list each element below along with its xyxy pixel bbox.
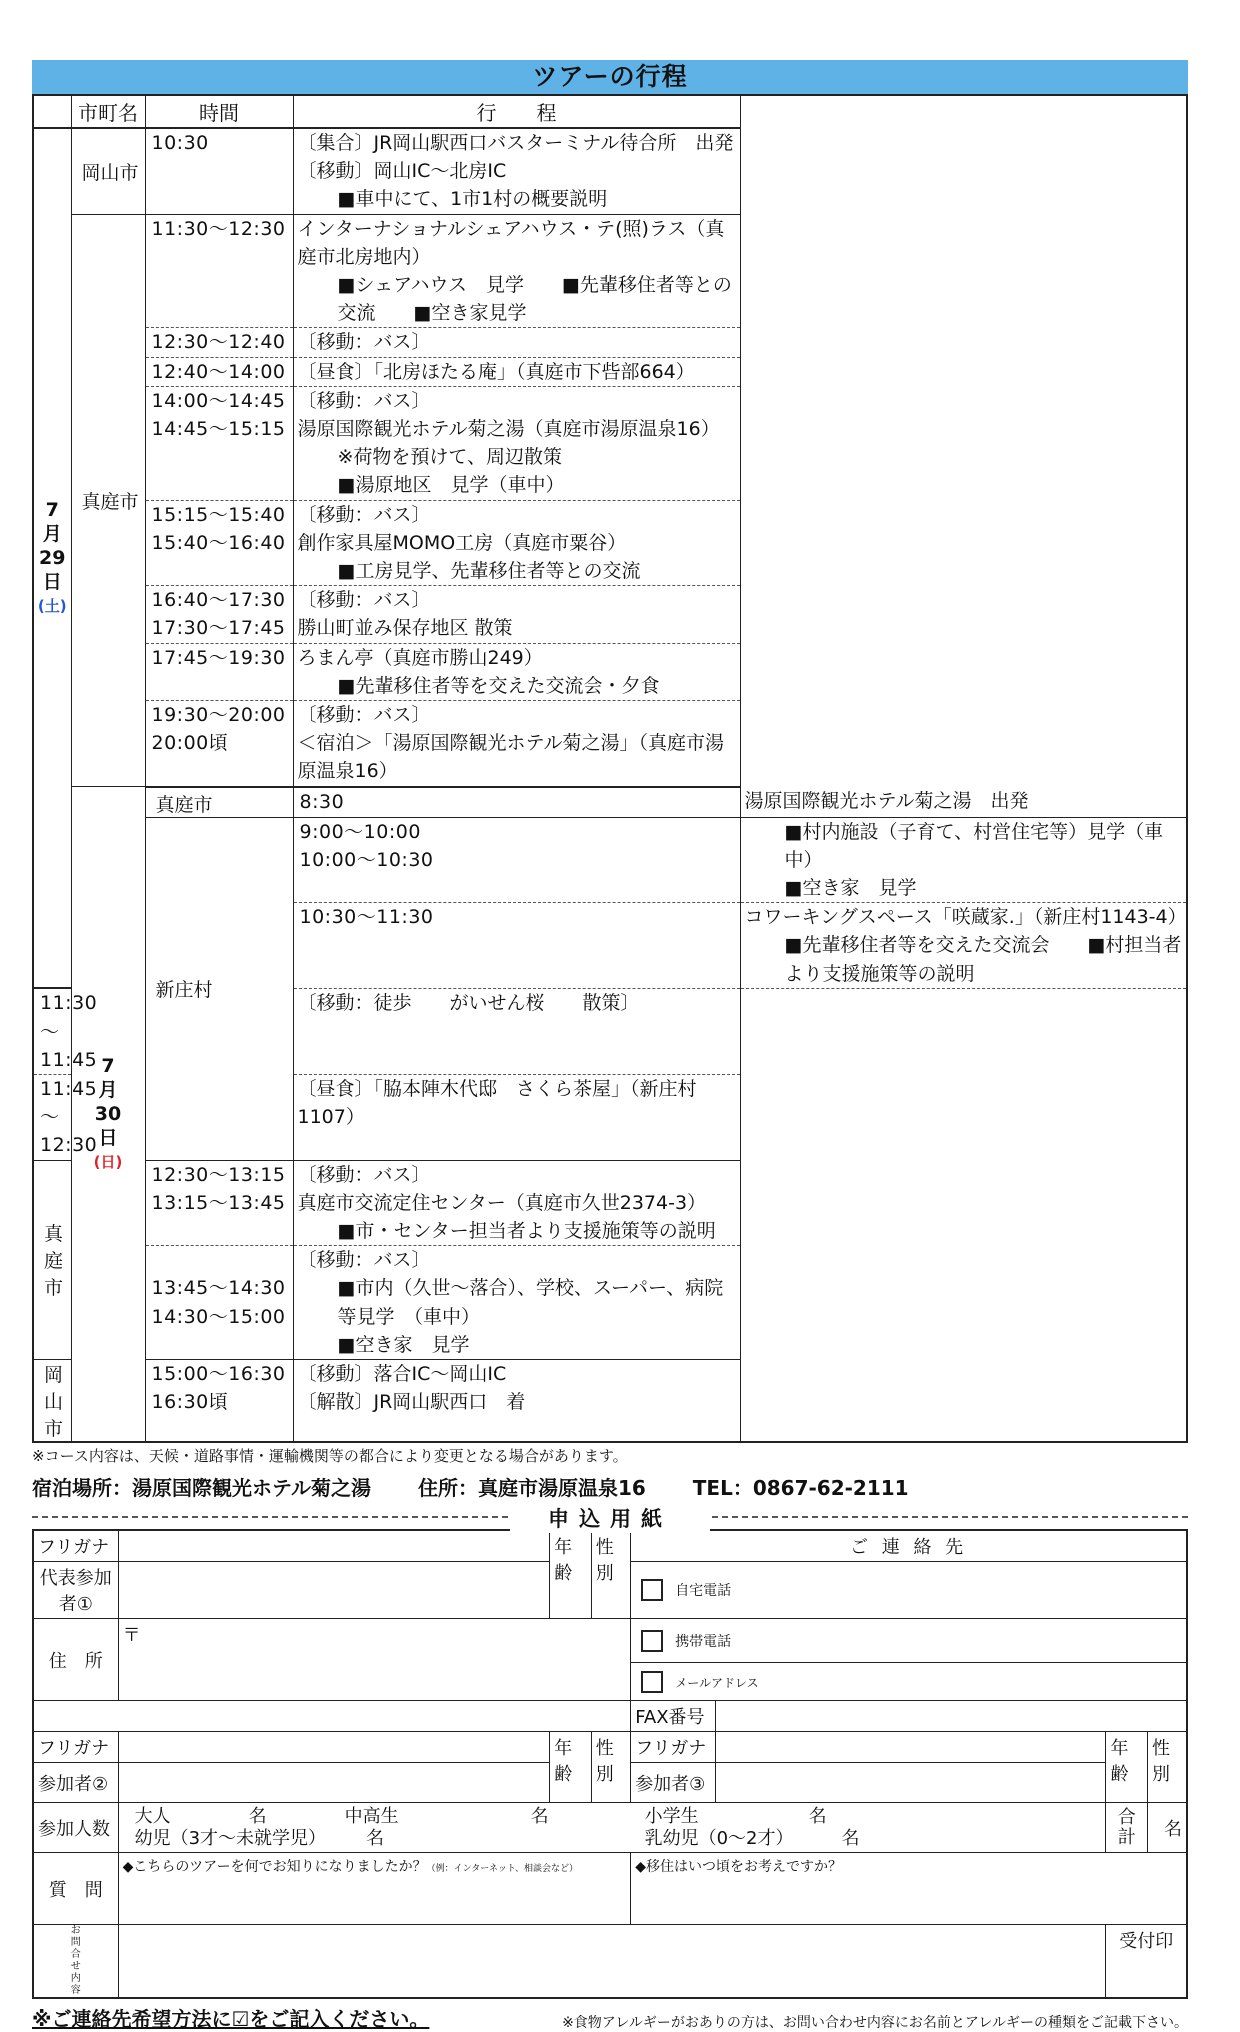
course-note: ※コース内容は、天候・道路事情・運輸機関等の都合により変更となる場合があります。	[32, 1447, 628, 1466]
itinerary-line: 〔移動〕岡山IC～北房IC	[297, 160, 507, 183]
itinerary-row	[33, 787, 1187, 818]
itinerary-cell: ■村内施設（子育て、村営住宅等）見学（車中） ■空き家 見学	[740, 817, 1187, 903]
header-itinerary: 行 程	[293, 95, 740, 128]
itinerary-cell: 〔移動：バス〕 真庭市交流定住センター（真庭市久世2374-3） ■市・センター担当者より支援施策等の説明	[293, 1160, 740, 1246]
contact-header: ご 連 絡 先	[631, 1530, 1187, 1562]
itinerary-cell: 〔移動〕落合IC～岡山IC 〔解散〕JR岡山駅西口 着	[293, 1360, 740, 1443]
email-label: メールアドレス	[675, 1675, 759, 1690]
time-cell: 15:00～16:30 16:30頃	[145, 1360, 293, 1443]
total-unit: 名	[1147, 1803, 1187, 1853]
itinerary-cell: 〔移動：バス〕 ＜宿泊＞「湯原国際観光ホテル菊之湯」（真庭市湯原温泉16）	[293, 701, 740, 787]
time-cell: 11:30～12:30	[145, 214, 293, 328]
participant-3-input[interactable]	[716, 1763, 1106, 1803]
question-2[interactable]: ◆移住はいつ頃をお考えですか？	[631, 1853, 1187, 1925]
participant-count-fields[interactable]: 大人 名 中高生 名 小学生 名 幼児（3才～未就学児） 名 乳幼児（0～2才） 名	[118, 1803, 1106, 1853]
day-date: 7 月 30 日	[94, 1055, 122, 1150]
application-title	[32, 1503, 1188, 1532]
lodging-info	[32, 1472, 1188, 1501]
time-cell: 11:45～12:30	[33, 1075, 71, 1161]
furigana-input-1[interactable]	[118, 1530, 550, 1562]
inquiry-label: お問合せ内容	[33, 1925, 118, 1999]
participant-2-label: 参加者②	[33, 1763, 118, 1803]
itinerary-table	[32, 94, 1188, 1443]
question-label: 質 問	[33, 1853, 118, 1925]
application-title-text: 申込用紙	[510, 1503, 710, 1533]
time-cell: 14:00～14:45 14:45～15:15	[145, 386, 293, 500]
contact-instruction: ※ご連絡先希望方法に☑をご記入ください。	[32, 2007, 430, 2032]
mobile-field[interactable]	[631, 1619, 1187, 1663]
itinerary-row	[33, 643, 1187, 700]
itinerary-row	[33, 328, 1187, 357]
itinerary-title: ツアーの行程	[32, 60, 1188, 94]
furigana-input-2[interactable]	[118, 1732, 550, 1763]
question-1[interactable]: ◆こちらのツアーを何でお知りになりましたか？（例：インターネット、相談会など）	[118, 1853, 631, 1925]
itinerary-cell: 〔昼食〕「脇本陣木代邸 さくら茶屋」（新庄村1107）	[293, 1075, 740, 1161]
itinerary-row	[33, 128, 1187, 214]
city-name: 新庄村	[145, 817, 293, 1160]
gender-label: 性別	[591, 1530, 630, 1619]
itinerary-line: ■車中にて、1市1村の概要説明	[337, 188, 608, 211]
rep-participant-input[interactable]	[118, 1562, 550, 1619]
time-cell: 12:30～13:15 13:15～13:45	[145, 1160, 293, 1246]
city-name: 真庭市	[33, 1160, 71, 1359]
furigana-label-2: フリガナ	[33, 1732, 118, 1763]
fax-label: FAX番号	[631, 1701, 716, 1732]
address-continued[interactable]	[33, 1701, 631, 1732]
itinerary-row	[33, 1160, 1187, 1246]
home-phone-field[interactable]	[631, 1562, 1187, 1619]
furigana-label: フリガナ	[33, 1530, 118, 1562]
rep-participant-label: 代表参加者①	[33, 1562, 118, 1619]
total-label: 合計	[1106, 1803, 1148, 1853]
inquiry-input[interactable]	[118, 1925, 1106, 1999]
time-cell: 10:30～11:30	[293, 903, 740, 989]
city-name: 岡山市	[33, 1360, 71, 1443]
participant-count-label: 参加人数	[33, 1803, 118, 1853]
time-cell: 12:40～14:00	[145, 357, 293, 386]
reception-stamp: 受付印	[1106, 1925, 1187, 1999]
itinerary-line: 〔集合〕JR岡山駅西口バスターミナル待合所 出発	[297, 132, 734, 154]
furigana-input-3[interactable]	[716, 1732, 1106, 1763]
city-name: 真庭市	[71, 214, 145, 787]
itinerary-cell: 〔移動：バス〕 湯原国際観光ホテル菊之湯（真庭市湯原温泉16） ※荷物を預けて、周辺散策 ■湯原地区 見学（車中）	[293, 386, 740, 500]
time-cell: 17:45～19:30	[145, 643, 293, 700]
time-cell: 12:30～12:40	[145, 328, 293, 357]
age-label-2: 年齢	[550, 1732, 592, 1803]
time-cell: 10:30	[145, 128, 293, 214]
home-phone-checkbox[interactable]	[641, 1579, 663, 1601]
age-label-3: 年齢	[1106, 1732, 1148, 1803]
furigana-label-3: フリガナ	[631, 1732, 716, 1763]
itinerary-row	[33, 386, 1187, 500]
day-weekday: (日)	[93, 1153, 123, 1172]
time-cell: 11:30～11:45	[33, 988, 71, 1074]
header-time: 時間	[145, 95, 293, 128]
allergy-note: ※食物アレルギーがおありの方は、お問い合わせ内容にお名前とアレルギーの種類をご記載下さい。	[562, 2015, 1188, 2032]
header-day	[33, 95, 71, 128]
gender-label-2: 性別	[591, 1732, 630, 1803]
itinerary-cell: 〔移動：徒歩 がいせん桜 散策〕	[293, 988, 740, 1074]
day-date: 7 月 29 日	[39, 499, 66, 594]
mobile-checkbox[interactable]	[641, 1630, 663, 1652]
itinerary-row	[33, 586, 1187, 643]
lodging-address: 住所：真庭市湯原温泉16	[417, 1476, 646, 1501]
itinerary-cell: 〔移動：バス〕 ■市内（久世～落合）、学校、スーパー、病院等見学 （車中） ■空き家 見学	[293, 1246, 740, 1360]
address-input[interactable]	[118, 1619, 631, 1701]
itinerary-cell: 湯原国際観光ホテル菊之湯 出発	[740, 787, 1187, 818]
page	[32, 60, 1188, 2032]
age-label: 年齢	[550, 1530, 592, 1619]
postal-mark: 〒	[122, 1625, 141, 1647]
header-city: 市町名	[71, 95, 145, 128]
participant-2-input[interactable]	[118, 1763, 550, 1803]
day-weekday: (土)	[37, 597, 67, 616]
home-phone-label: 自宅電話	[675, 1583, 732, 1600]
itinerary-body	[33, 128, 1187, 1442]
itinerary-cell: 〔移動：バス〕 創作家具屋MOMO工房（真庭市粟谷） ■工房見学、先輩移住者等との交流	[293, 500, 740, 586]
time-cell: 19:30～20:00 20:00頃	[145, 701, 293, 787]
itinerary-cell	[293, 128, 740, 214]
time-cell: 13:45～14:30 14:30～15:00	[145, 1246, 293, 1360]
itinerary-row	[33, 1246, 1187, 1360]
footer	[32, 2003, 1188, 2032]
time-cell: 9:00～10:00 10:00～10:30	[293, 817, 740, 903]
mobile-label: 携帯電話	[675, 1633, 732, 1650]
participant-3-label: 参加者③	[631, 1763, 716, 1803]
email-field[interactable]	[631, 1663, 1187, 1701]
itinerary-cell: コワーキングスペース「咲蔵家.」（新庄村1143-4） ■先輩移住者等を交えた交流会 ■村担当者より支援施策等の説明	[740, 903, 1187, 989]
gender-label-3: 性別	[1147, 1732, 1187, 1803]
fax-input[interactable]	[716, 1701, 1187, 1732]
itinerary-row	[33, 817, 1187, 903]
itinerary-row	[33, 214, 1187, 328]
itinerary-row	[33, 357, 1187, 386]
itinerary-cell: 〔移動：バス〕	[293, 328, 740, 357]
application-form	[32, 1529, 1188, 1999]
itinerary-cell: 〔移動：バス〕 勝山町並み保存地区 散策	[293, 586, 740, 643]
city-name: 岡山市	[71, 128, 145, 214]
itinerary-cell: ろまん亭（真庭市勝山249） ■先輩移住者等を交えた交流会・夕食	[293, 643, 740, 700]
email-checkbox[interactable]	[641, 1671, 663, 1693]
time-cell: 15:15～15:40 15:40～16:40	[145, 500, 293, 586]
address-label: 住 所	[33, 1619, 118, 1701]
itinerary-cell: 〔昼食〕「北房ほたる庵」（真庭市下呰部664）	[293, 357, 740, 386]
itinerary-row	[33, 701, 1187, 787]
itinerary-row	[33, 1360, 1187, 1443]
itinerary-cell: インターナショナルシェアハウス・テ(照)ラス（真庭市北房地内） ■シェアハウス 見学 ■先輩移住者等との交流 ■空き家見学	[293, 214, 740, 328]
city-name: 真庭市	[145, 787, 293, 818]
time-cell: 8:30	[293, 787, 740, 818]
lodging-place: 宿泊場所：湯原国際観光ホテル菊之湯	[32, 1476, 371, 1501]
day-cell-1	[33, 128, 71, 988]
itinerary-row	[33, 500, 1187, 586]
lodging-tel: TEL：0867-62-2111	[692, 1476, 909, 1501]
time-cell: 16:40～17:30 17:30～17:45	[145, 586, 293, 643]
day-cell-2	[71, 787, 145, 1442]
